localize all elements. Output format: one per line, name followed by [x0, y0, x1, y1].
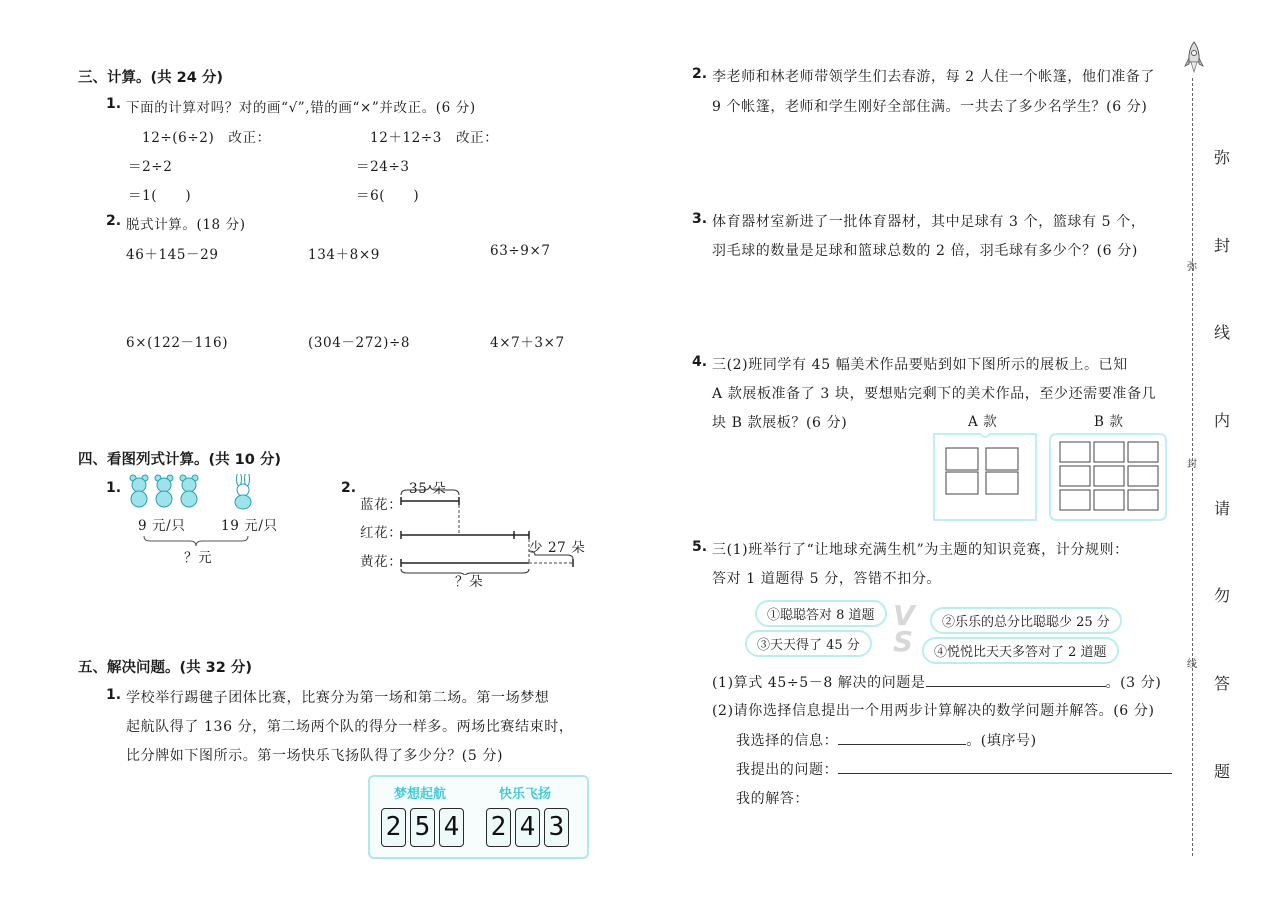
rocket-icon	[1183, 40, 1205, 76]
section-4-title: 四、看图列式计算。(共 10 分)	[78, 452, 282, 468]
question-blank[interactable]	[838, 759, 1172, 774]
r-q4-line1: 三(2)班同学有 45 幅美术作品要贴到如下图所示的展板上。已知	[712, 357, 1128, 373]
r-q5-sub2: (2)请你选择信息提出一个用两步计算解决的数学问题并解答。(6 分)	[712, 703, 1155, 719]
r-q3-line2: 羽毛球的数量是足球和篮球总数的 2 倍，羽毛球有多少个？(6 分)	[712, 243, 1138, 259]
expression: 6×(122－116)	[126, 335, 229, 351]
s3-q2-text: 脱式计算。(18 分)	[126, 217, 246, 233]
blue-flower-label: 蓝花：	[360, 497, 403, 513]
s3-q1-a-line2: ＝2÷2	[128, 159, 173, 175]
seal-char: 请	[1214, 499, 1231, 518]
seal-small-char: 线	[1187, 659, 1197, 670]
expression: 63÷9×7	[490, 243, 551, 259]
line-segment-diagram	[395, 485, 580, 575]
seal-char: 答	[1214, 674, 1231, 693]
bear-icon	[155, 475, 173, 507]
board-b-label: B 款	[1094, 414, 1124, 430]
display-boards-illustration	[930, 428, 1170, 526]
seal-char: 封	[1214, 236, 1231, 255]
s3-q1-number: 1.	[106, 96, 122, 112]
r-q4-line3: 块 B 款展板？(6 分)	[712, 415, 848, 431]
yellow-flower-label: 黄花：	[360, 554, 403, 570]
score-digit: 4	[439, 808, 464, 847]
r-q5-answer: 我的解答：	[736, 791, 809, 807]
bear-icon	[180, 475, 198, 507]
bear-icon	[130, 475, 148, 507]
s3-q2-number: 2.	[106, 213, 122, 229]
seal-char: 题	[1214, 762, 1231, 781]
seal-char: 内	[1214, 411, 1231, 430]
bear-price: 9 元/只	[138, 518, 186, 534]
answer-blank[interactable]	[926, 672, 1106, 687]
expression: (304－272)÷8	[308, 335, 411, 351]
seal-small-char: 弥	[1187, 262, 1197, 273]
s4-q2-number: 2.	[341, 480, 357, 496]
total-price-unknown: ？元	[184, 550, 213, 566]
team-1-name: 梦想起航	[394, 787, 447, 802]
rabbit-icon	[235, 474, 251, 509]
r-q2-line1: 李老师和林老师带领学生们去春游，每 2 人住一个帐篷，他们准备了	[712, 69, 1156, 85]
seal-char: 线	[1214, 323, 1231, 342]
s3-q1-b-line2: ＝24÷3	[356, 159, 410, 175]
r-q3-number: 3.	[692, 211, 708, 227]
s4-q1-number: 1.	[106, 480, 122, 496]
s3-q1-b-line1: 12＋12÷3 改正：	[370, 130, 499, 146]
info-3: ③天天得了 45 分	[745, 630, 872, 657]
expression: 4×7＋3×7	[490, 335, 565, 351]
seal-char: 勿	[1214, 586, 1231, 605]
rabbit-price: 19 元/只	[221, 518, 278, 534]
info-1: ①聪聪答对 8 道题	[755, 600, 887, 627]
expression: 134＋8×9	[308, 247, 380, 263]
expression: 46＋145－29	[126, 247, 219, 263]
score-digit: 2	[381, 808, 406, 847]
s5-q1-line1: 学校举行踢毽子团体比赛，比赛分为第一场和第二场。第一场梦想	[126, 690, 550, 706]
less-value: 少 27 朵	[529, 540, 586, 556]
info-4: ④悦悦比天天多答对了 2 道题	[922, 637, 1119, 664]
s5-q1-line3: 比分牌如下图所示。第一场快乐飞扬队得了多少分？(5 分)	[126, 748, 504, 764]
section-5-title: 五、解决问题。(共 32 分)	[78, 660, 253, 676]
r-q2-line2: 9 个帐篷，老师和学生刚好全部住满。一共去了多少名学生？(6 分)	[712, 99, 1148, 115]
info-choice-blank[interactable]	[838, 730, 966, 745]
r-q5-sub1: (1)算式 45÷5－8 解决的问题是 。(3 分)	[712, 672, 1161, 692]
score-digit: 2	[486, 808, 511, 847]
r-q4-line2: A 款展板准备了 3 块，要想贴完剩下的美术作品，至少还需要准备几	[712, 386, 1157, 402]
seal-char: 弥	[1214, 148, 1231, 167]
info-2: ②乐乐的总分比聪聪少 25 分	[930, 607, 1122, 634]
seal-small-char: 封	[1187, 459, 1197, 470]
score-digit: 5	[410, 808, 435, 847]
s3-q1-a-line3: ＝1( )	[128, 188, 192, 204]
yellow-total-unknown: ？朵	[455, 574, 484, 590]
r-q5-line2: 答对 1 道题得 5 分，答错不扣分。	[712, 571, 942, 587]
board-a-label: A 款	[968, 414, 998, 430]
r-q5-ask: 我提出的问题：	[736, 759, 1172, 779]
r-q3-line1: 体育器材室新进了一批体育器材，其中足球有 3 个，篮球有 5 个，	[712, 214, 1146, 230]
r-q5-number: 5.	[692, 539, 708, 555]
score-digit: 4	[515, 808, 540, 847]
scoreboard	[368, 775, 589, 859]
s3-q1-b-line3: ＝6( )	[356, 188, 420, 204]
vs-mark: VS	[893, 599, 915, 658]
team-2-name: 快乐飞扬	[499, 787, 552, 802]
s3-q1-a-line1: 12÷(6÷2) 改正：	[142, 130, 271, 146]
s5-q1-number: 1.	[106, 687, 122, 703]
blue-flower-value: 35 朵	[409, 481, 447, 497]
r-q5-choose: 我选择的信息： 。(填序号)	[736, 730, 1037, 750]
r-q2-number: 2.	[692, 66, 708, 82]
r-q4-number: 4.	[692, 354, 708, 370]
score-digit: 3	[544, 808, 569, 847]
red-flower-label: 红花：	[360, 525, 403, 541]
s3-q1-text: 下面的计算对吗？对的画“√”,错的画“×”并改正。(6 分)	[126, 100, 476, 116]
s5-q1-line2: 起航队得了 136 分，第二场两个队的得分一样多。两场比赛结束时，	[126, 719, 574, 735]
section-3-title: 三、计算。(共 24 分)	[78, 70, 224, 86]
r-q5-line1: 三(1)班举行了“让地球充满生机”为主题的知识竞赛，计分规则：	[712, 542, 1129, 558]
